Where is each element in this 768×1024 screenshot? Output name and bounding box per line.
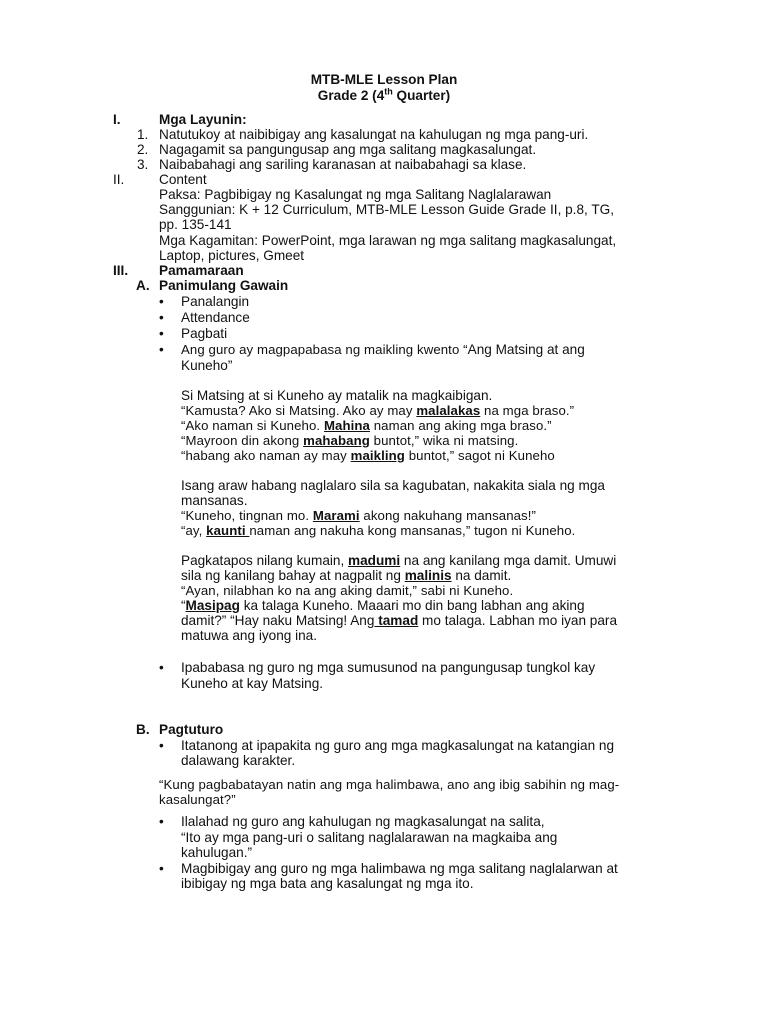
bullet-item-continued: dalawang karakter.	[181, 753, 296, 768]
question-line: “Kung pagbabatayan natin ang mga halimbawa, ano ang ibig sabihin ng mag-	[159, 777, 620, 792]
section-number: I.	[113, 112, 121, 127]
bullet-item-continued: kahulugan.”	[181, 845, 253, 860]
document-subtitle: Grade 2 (4th Quarter)	[317, 86, 451, 103]
section-number: III.	[113, 263, 129, 278]
section-heading-pamamaraan: Pamamaraan	[159, 263, 244, 278]
story-line: “Kamusta? Ako si Matsing. Ako ay may malalakas na mga braso.”	[181, 403, 575, 418]
story-line: “habang ako naman ay may maikling buntot,” sagot ni Kuneho	[181, 448, 555, 463]
bullet-item-continued: “Ito ay mga pang-uri o salitang naglalarawan na magkaiba ang	[181, 830, 558, 845]
story-line: “Kuneho, tingnan mo. Marami akong nakuhang mansanas!”	[181, 508, 537, 523]
bullet: •	[159, 861, 164, 876]
subsection-heading-panimulang-gawain: Panimulang Gawain	[159, 278, 289, 293]
bullet: •	[159, 814, 164, 829]
story-line: Isang araw habang naglalaro sila sa kagubatan, nakakita siala ng mga	[181, 478, 605, 493]
bullet: •	[159, 294, 164, 309]
bullet-item: Attendance	[181, 310, 250, 325]
objective-item: Natutukoy at naibibigay ang kasalungat na kahulugan ng mga pang-uri.	[159, 127, 589, 142]
bullet: •	[159, 310, 164, 325]
subsection-letter: B.	[136, 722, 150, 737]
bullet: •	[159, 342, 164, 357]
list-number: 1.	[137, 127, 149, 142]
story-line: sila ng kanilang bahay at nagpalit ng malinis na damit.	[181, 568, 512, 583]
bullet-item: Panalangin	[181, 294, 250, 309]
content-line: Mga Kagamitan: PowerPoint, mga larawan ng mga salitang magkasalungat,	[159, 233, 617, 248]
story-line: “Ayan, nilabhan ko na ang aking damit,” sabi ni Kuneho.	[181, 583, 514, 598]
bullet-item: Magbibigay ang guro ng mga halimbawa ng mga salitang naglalarwan at	[181, 861, 618, 876]
bullet-item: Ilalahad ng guro ang kahulugan ng magkasalungat na salita,	[181, 814, 545, 829]
bullet-item-continued: Kuneho at kay Matsing.	[181, 676, 324, 691]
document-title: MTB-MLE Lesson Plan	[310, 72, 458, 87]
section-number: II.	[113, 172, 125, 187]
bullet: •	[159, 326, 164, 341]
bullet-item: Ang guro ay magpapabasa ng maikling kwento “Ang Matsing at ang	[181, 342, 585, 357]
story-line: Si Matsing at si Kuneho ay matalik na magkaibigan.	[181, 388, 493, 403]
story-line: “Ako naman si Kuneho. Mahina naman ang aking mga braso.”	[181, 418, 552, 433]
bullet-item-continued: ibibigay ng mga bata ang kasalungat ng mga ito.	[181, 876, 474, 891]
content-line: Paksa: Pagbibigay ng Kasalungat ng mga Salitang Naglalarawan	[159, 187, 552, 202]
section-heading-layunin: Mga Layunin:	[159, 112, 247, 127]
story-line: mansanas.	[181, 493, 248, 508]
story-line: damit?” “Hay naku Matsing! Ang tamad mo talaga. Labhan mo iyan para	[181, 613, 618, 628]
bullet-item: Itatanong at ipapakita ng guro ang mga magkasalungat na katangian ng	[181, 738, 615, 753]
content-line: pp. 135-141	[159, 217, 232, 232]
question-line: kasalungat?”	[159, 792, 236, 807]
subsection-heading-pagtuturo: Pagtuturo	[159, 722, 224, 737]
content-line: Laptop, pictures, Gmeet	[159, 248, 305, 263]
bullet: •	[159, 738, 164, 753]
subsection-letter: A.	[136, 278, 150, 293]
story-line: “ay, kaunti naman ang nakuha kong mansanas,” tugon ni Kuneho.	[181, 523, 576, 538]
list-number: 3.	[137, 157, 149, 172]
bullet-item-continued: Kuneho”	[181, 358, 233, 373]
section-heading-content: Content	[159, 172, 207, 187]
story-line: Pagkatapos nilang kumain, madumi na ang kanilang mga damit. Umuwi	[181, 553, 617, 568]
bullet-item: Pagbati	[181, 326, 228, 341]
story-line: “Masipag ka talaga Kuneho. Maaari mo din bang labhan ang aking	[181, 598, 585, 613]
story-line: matuwa ang iyong ina.	[181, 628, 318, 643]
content-line: Sanggunian: K + 12 Curriculum, MTB-MLE Lesson Guide Grade II, p.8, TG,	[159, 202, 614, 217]
list-number: 2.	[137, 142, 149, 157]
story-line: “Mayroon din akong mahabang buntot,” wika ni matsing.	[181, 433, 519, 448]
objective-item: Nagagamit sa pangungusap ang mga salitang magkasalungat.	[159, 142, 537, 157]
bullet-item: Ipababasa ng guro ng mga sumusunod na pangungusap tungkol kay	[181, 660, 596, 675]
bullet: •	[159, 660, 164, 675]
objective-item: Naibabahagi ang sariling karanasan at naibabahagi sa klase.	[159, 157, 527, 172]
